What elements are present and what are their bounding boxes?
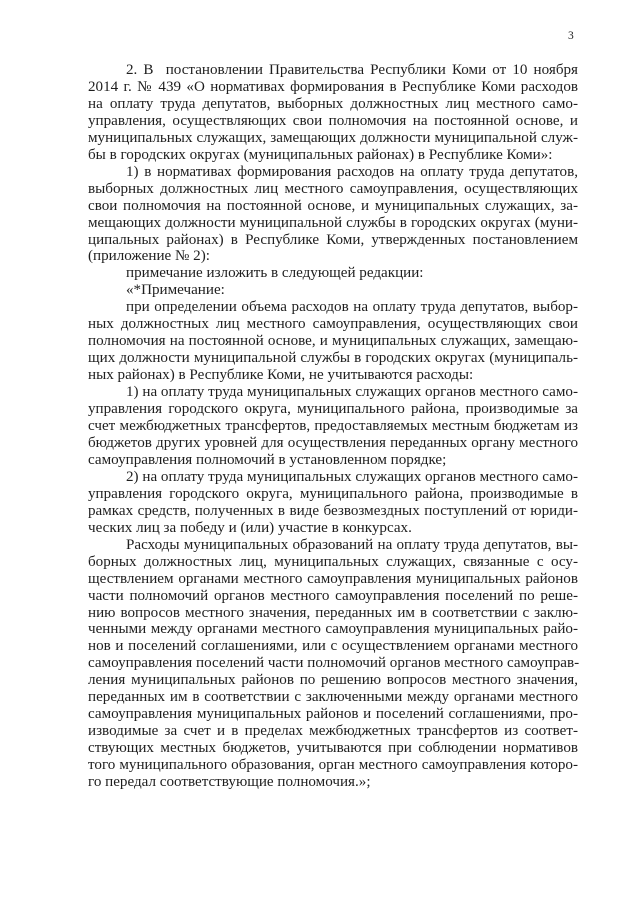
- text-line: 2) на оплату труда муниципальных служащих органов местного само-: [126, 468, 578, 485]
- paragraph: [88, 469, 578, 537]
- text-line: «*Примечание:: [126, 282, 225, 299]
- text-line: ствующих местных бюджетов, учитываются при соблюдении нормативов: [88, 740, 578, 757]
- text-line: бюджетов других уровней для осуществления переданных органу местного: [88, 434, 578, 451]
- text-line: нию вопросов местного значения, переданных им в соответствии с заклю-: [88, 604, 578, 621]
- text-line: свои полномочия на постоянной основе, и муниципальных служащих, за-: [88, 197, 578, 214]
- text-line: щих должности муниципальной службы в городских округах (муниципаль-: [88, 350, 578, 367]
- text-line: Расходы муниципальных образований на оплату труда депутатов, вы-: [126, 536, 578, 553]
- text-line: выборных должностных лиц местного самоуправления, осуществляющих: [88, 180, 578, 197]
- text-line: управления городского округа, муниципального района, производимые в: [88, 485, 578, 502]
- text-line: го передал соответствующие полномочия.»;: [88, 774, 371, 791]
- text-line: изводимые за счет и в пределах межбюджетных трансфертов из соответ-: [88, 723, 578, 740]
- paragraph: [88, 265, 578, 282]
- paragraph: [88, 282, 578, 299]
- text-line: примечание изложить в следующей редакции:: [126, 265, 424, 282]
- text-line: ных должностных лиц местного самоуправления, осуществляющих свои: [88, 316, 578, 333]
- text-line: 2014 г. № 439 «О нормативах формирования в Республике Коми расходов: [88, 78, 578, 95]
- text-line: самоуправления муниципальных районов и поселений соглашениями, про-: [88, 706, 578, 723]
- text-line: нов и поселений соглашениями, или с осуществлением органами местного: [88, 638, 578, 655]
- paragraph: [88, 164, 578, 266]
- text-line: борных должностных лиц, муниципальных служащих, связанные с осу-: [88, 553, 578, 570]
- text-line: самоуправления полномочий в установленном порядке;: [88, 451, 447, 468]
- page-number: 3: [568, 30, 574, 42]
- text-line: 1) на оплату труда муниципальных служащих органов местного само-: [126, 384, 578, 401]
- text-line: (приложение № 2):: [88, 248, 210, 265]
- text-line: счет межбюджетных трансфертов, предоставляемых местным бюджетам из: [88, 418, 578, 435]
- text-line: мещающих должности муниципальной службы в городских округах (муни-: [88, 214, 578, 231]
- text-line: ществлением органами местного самоуправления муниципальных районов: [88, 570, 578, 587]
- text-line: бы в городских округах (муниципальных районах) в Республике Коми»:: [88, 146, 553, 163]
- text-line: управления городского округа, муниципального района, производимые за: [88, 401, 578, 418]
- paragraph: [88, 384, 578, 469]
- text-line: переданных им в соответствии с заключенными между органами местного: [88, 689, 578, 706]
- text-line: 1) в нормативах формирования расходов на оплату труда депутатов,: [126, 163, 578, 180]
- paragraph: [88, 299, 578, 384]
- paragraph: [88, 537, 578, 791]
- text-line: ципальных районах) в Республике Коми, утвержденных постановлением: [88, 231, 578, 248]
- document-body: [88, 62, 578, 791]
- text-line: ления муниципальных районов по решению вопросов местного значения,: [88, 672, 578, 689]
- text-line: ных районах) в Республике Коми, не учитываются расходы:: [88, 367, 474, 384]
- text-line: рамках средств, полученных в виде безвозмездных поступлений от юриди-: [88, 502, 578, 519]
- text-line: при определении объема расходов на оплату труда депутатов, выбор-: [126, 299, 578, 316]
- text-line: ченными между органами местного самоуправления муниципальных райо-: [88, 621, 578, 638]
- text-line: части полномочий органов местного самоуправления поселений по реше-: [88, 587, 578, 604]
- text-line: того муниципального образования, орган местного самоуправления которо-: [88, 757, 578, 774]
- text-line: управления, осуществляющих свои полномочия на постоянной основе, и: [88, 112, 578, 129]
- text-line: на оплату труда депутатов, выборных должностных лиц местного само-: [88, 95, 578, 112]
- paragraph: [88, 62, 578, 164]
- text-line: ческих лиц за победу и (или) участие в конкурсах.: [88, 519, 412, 536]
- text-line: самоуправления поселений части полномочий органов местного самоуправ-: [88, 655, 580, 672]
- text-line: муниципальных служащих, замещающих должности муниципальной служ-: [88, 129, 578, 146]
- text-line: полномочия на постоянной основе, и муниципальных служащих, замещаю-: [88, 333, 578, 350]
- text-line: 2. В постановлении Правительства Республики Коми от 10 ноября: [126, 62, 578, 78]
